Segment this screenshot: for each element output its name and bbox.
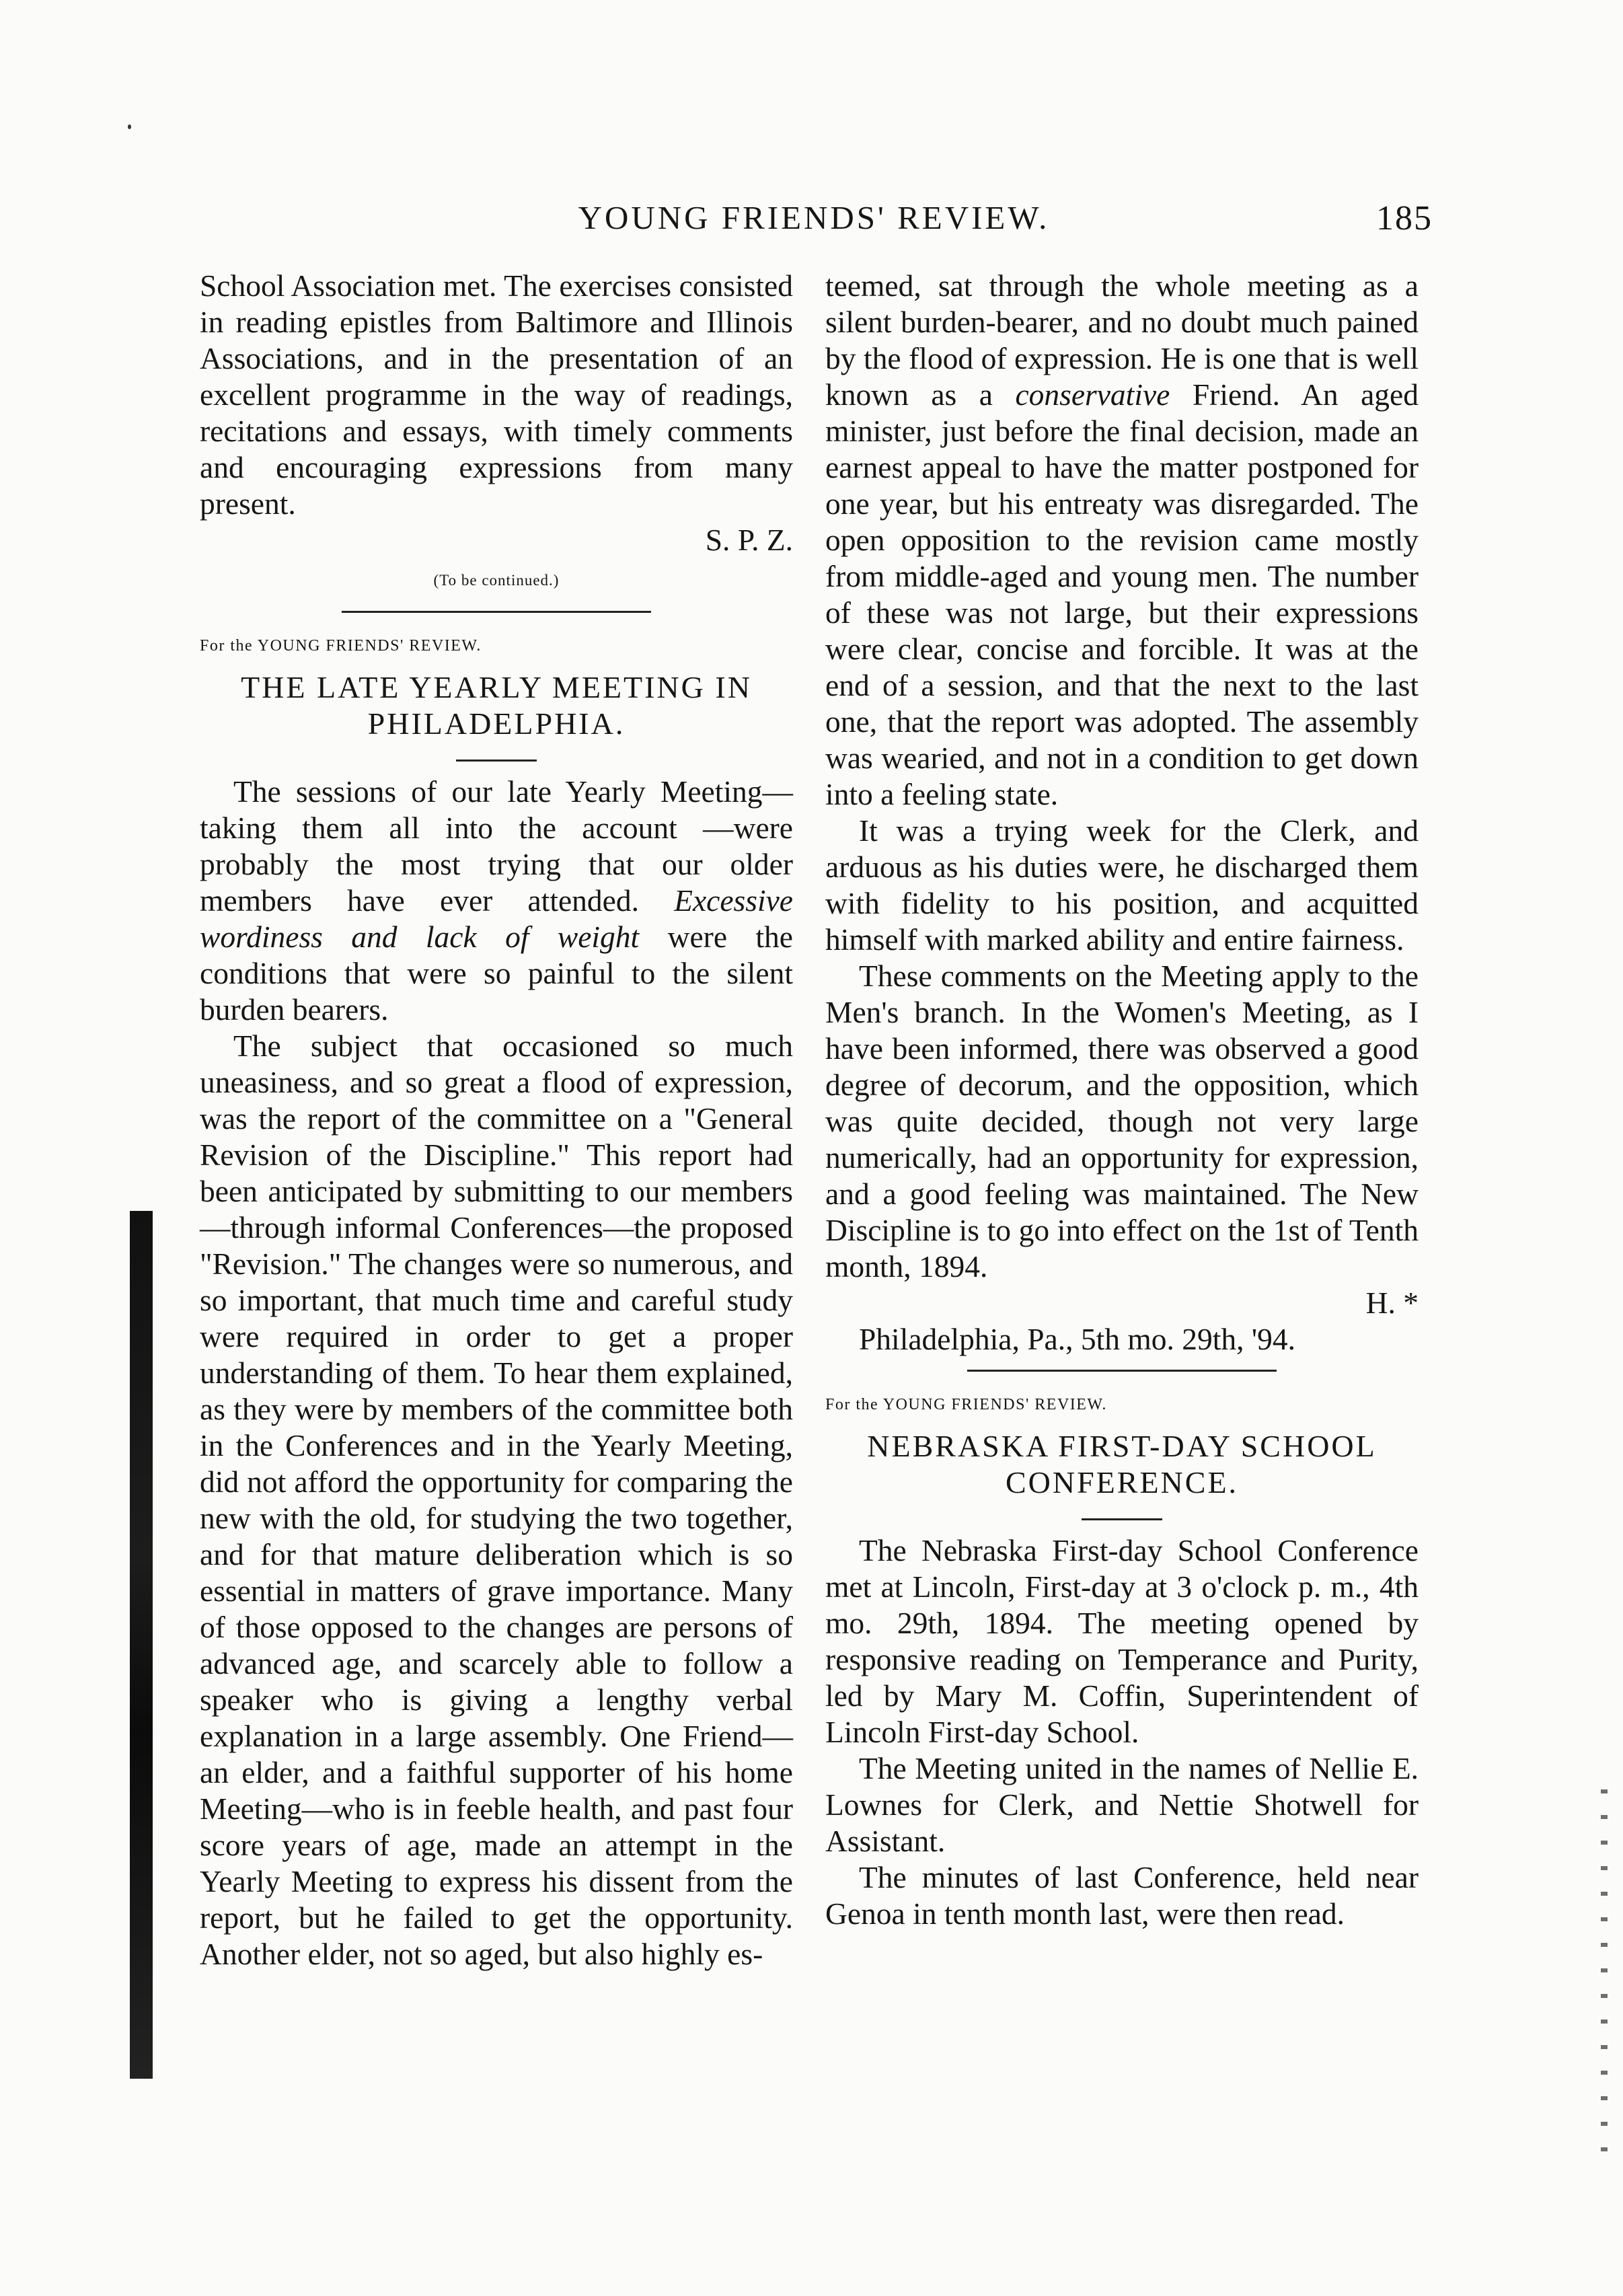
scan-margin-bar <box>130 1211 153 2079</box>
paragraph-subject: The subject that occasioned so much uneasiness, and so great a flood of expression, was the report of the committee on a "General Revision of the Discipline." This report had been anticipated by submitting to our members —through informal Conferences—the proposed "Revision." The changes were so numerous, and so important, that much time and careful study were required in order to get a proper understanding of them. To hear them explained, as they were by members of the committee both in the Conferences and in the Yearly Meeting, did not afford the opportunity for comparing the new with the old, for studying the two together, and for that mature deliberation which is so essential in matters of grave importance. Many of those opposed to the changes are persons of advanced age, and scarcely able to follow a speaker who is giving a lengthy verbal explanation in a large assembly. One Friend—an elder, and a faithful supporter of his home Meeting—who is in feeble health, and past four score years of age, made an attempt in the Yearly Meeting to express his dissent from the report, but he failed to get the opportunity. Another elder, not so aged, but also highly es- <box>200 1029 793 1971</box>
section-rule <box>342 611 651 613</box>
paragraph-nebraska-2: The Meeting united in the names of Nellie E. Lownes for Clerk, and Nettie Shotwell for Assistant. <box>825 1751 1419 1858</box>
paragraph-nebraska-1: The Nebraska First-day School Conference met at Lincoln, First-day at 3 o'clock p. m., 4th mo. 29th, 1894. The meeting opened by responsive reading on Temperance and Purity, led by Mary M. Coffin, Superintendent of Lincoln First-day School. <box>825 1533 1419 1749</box>
pc-start: teemed, sat through the whole meeting as a silent burden-bearer, and no doubt much pained by the flood of expression. He is one that is well known as a <box>825 268 1419 412</box>
paragraph-clerk: It was a trying week for the Clerk, and arduous as his duties were, he discharged them with fidelity to his position, and acquitted himself with marked ability and entire fairness. <box>825 813 1419 957</box>
article-for-line: For the YOUNG FRIENDS' REVIEW. <box>200 637 482 655</box>
page-number: 185 <box>1376 199 1433 237</box>
paragraph-continued <box>825 268 1419 813</box>
intro-paragraph <box>200 268 793 522</box>
pc-end: Friend. An aged minister, just before the final decision, made an earnest appeal to have the matter postponed for one year, but his entreaty was disregarded. The open opposition to the revision came mostly from middle-aged and young men. The number of these was not large, but their expressions were clear, concise and forcible. It was at the end of a session, and that the next to the last one, that the report was adopted. The assembly was wearied, and not in a condition to get down into a feeling state. <box>825 377 1419 811</box>
page-header <box>202 198 1433 252</box>
pc-italic: conservative <box>1015 377 1170 412</box>
place-date: Philadelphia, Pa., 5th mo. 29th, '94. <box>859 1322 1295 1356</box>
paragraph-sessions <box>200 774 793 1028</box>
section-rule-2 <box>967 1370 1277 1372</box>
article-signature: H. * <box>1365 1286 1419 1320</box>
title-rule-2 <box>1082 1518 1162 1520</box>
intro-text: School Association met. The exercises consisted in reading epistles from Baltimore and Illinois Associations, and in the presentation of an excellent programme in the way of readings, recitations and essays, with timely comments and encouraging expressions from many present. <box>200 268 793 521</box>
paragraph-comments: These comments on the Meeting apply to the Men's branch. In the Women's Meeting, as I have been informed, there was observed a good degree of decorum, and the opposition, which was quite decided, though not very large numerically, had an opportunity for expression, and a good feeling was maintained. The New Discipline is to go into effect on the 1st of Tenth month, 1894. <box>825 959 1419 1284</box>
intro-signature: S. P. Z. <box>705 523 793 557</box>
running-title: YOUNG FRIENDS' REVIEW. <box>578 199 1050 236</box>
continued-note: (To be continued.) <box>433 572 560 589</box>
article-title: THE LATE YEARLY MEETING IN PHILADELPHIA. <box>241 670 752 741</box>
article2-for-line: For the YOUNG FRIENDS' REVIEW. <box>825 1396 1107 1413</box>
paragraph-nebraska-3: The minutes of last Conference, held near Genoa in tenth month last, were then read. <box>825 1860 1419 1931</box>
p1-start: The sessions of our late Yearly Meeting—taking them all into the account —were probably the most trying that our older members have ever attended. <box>200 774 793 918</box>
title-rule <box>456 760 537 762</box>
scan-edge-marks <box>1601 1789 1608 2166</box>
left-column <box>200 268 793 1972</box>
scan-speck <box>128 124 131 129</box>
article2-title: NEBRASKA FIRST-DAY SCHOOL CONFERENCE. <box>867 1429 1377 1499</box>
p1-italic: Excessive wordiness and lack of weight <box>200 883 793 954</box>
right-column <box>825 268 1419 1932</box>
p1-end: were the conditions that were so painful to the silent burden bearers. <box>200 920 793 1027</box>
